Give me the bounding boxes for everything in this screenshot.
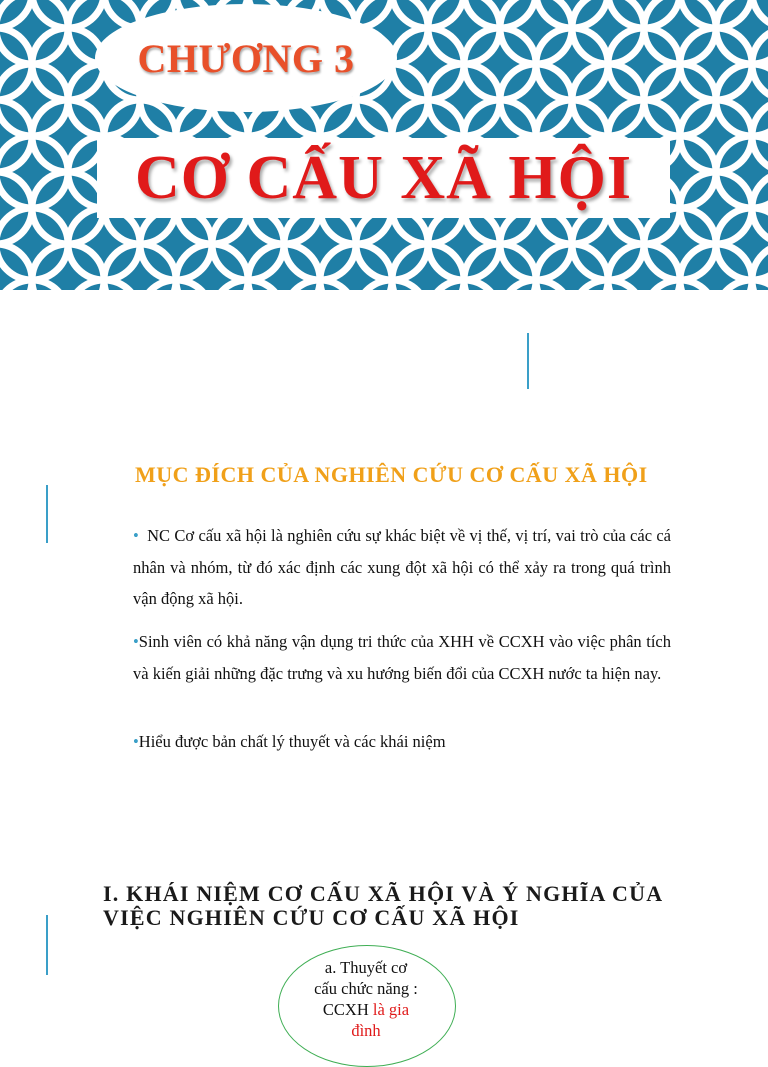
theory-term: CCXH [322,1000,369,1019]
title-box [97,138,670,218]
theory-line [300,999,432,1020]
accent-divider [46,915,48,975]
list-item [133,520,671,615]
bullet-dot: • [133,632,139,651]
chapter-label: CHƯƠNG 3 [137,35,355,81]
list-item [133,726,671,758]
bullet-dot: • [133,526,139,545]
theory-line: cấu chức năng : [314,979,418,998]
bullet-text: NC Cơ cấu xã hội là nghiên cứu sự khác biệt về vị thế, vị trí, vai trò của các cá nhân và nhóm, từ đó xác định các xung đột xã hội có thể xảy ra trong quá trình vận động xã hội. [133,526,672,608]
accent-divider [527,333,529,389]
chapter-badge [95,4,397,112]
theory-highlight: là gia [372,1000,410,1019]
section-heading: I. KHÁI NIỆM CƠ CẤU XÃ HỘI VÀ Ý NGHĨA CỦA VIỆC NGHIÊN CỨU CƠ CẤU XÃ HỘI [103,881,663,930]
bullet-text: Hiểu được bản chất lý thuyết và các khái niệm [138,732,446,751]
bullet-text: Sinh viên có khả năng vận dụng tri thức của XHH về CCXH vào việc phân tích và kiến giải những đặc trưng và xu hướng biến đổi của CCXH nước ta hiện nay. [133,632,671,683]
theory-label [300,957,432,1041]
theory-line: đình [351,1021,381,1040]
title-banner [0,0,768,290]
theory-line: a. Thuyết cơ [324,958,408,977]
list-item [133,626,671,689]
purpose-heading: MỤC ĐÍCH CỦA NGHIÊN CỨU CƠ CẤU XÃ HỘI [135,462,648,487]
accent-divider [46,485,48,543]
bullet-dot: • [133,732,139,751]
page-title: CƠ CẤU XÃ HỘI [135,143,632,212]
